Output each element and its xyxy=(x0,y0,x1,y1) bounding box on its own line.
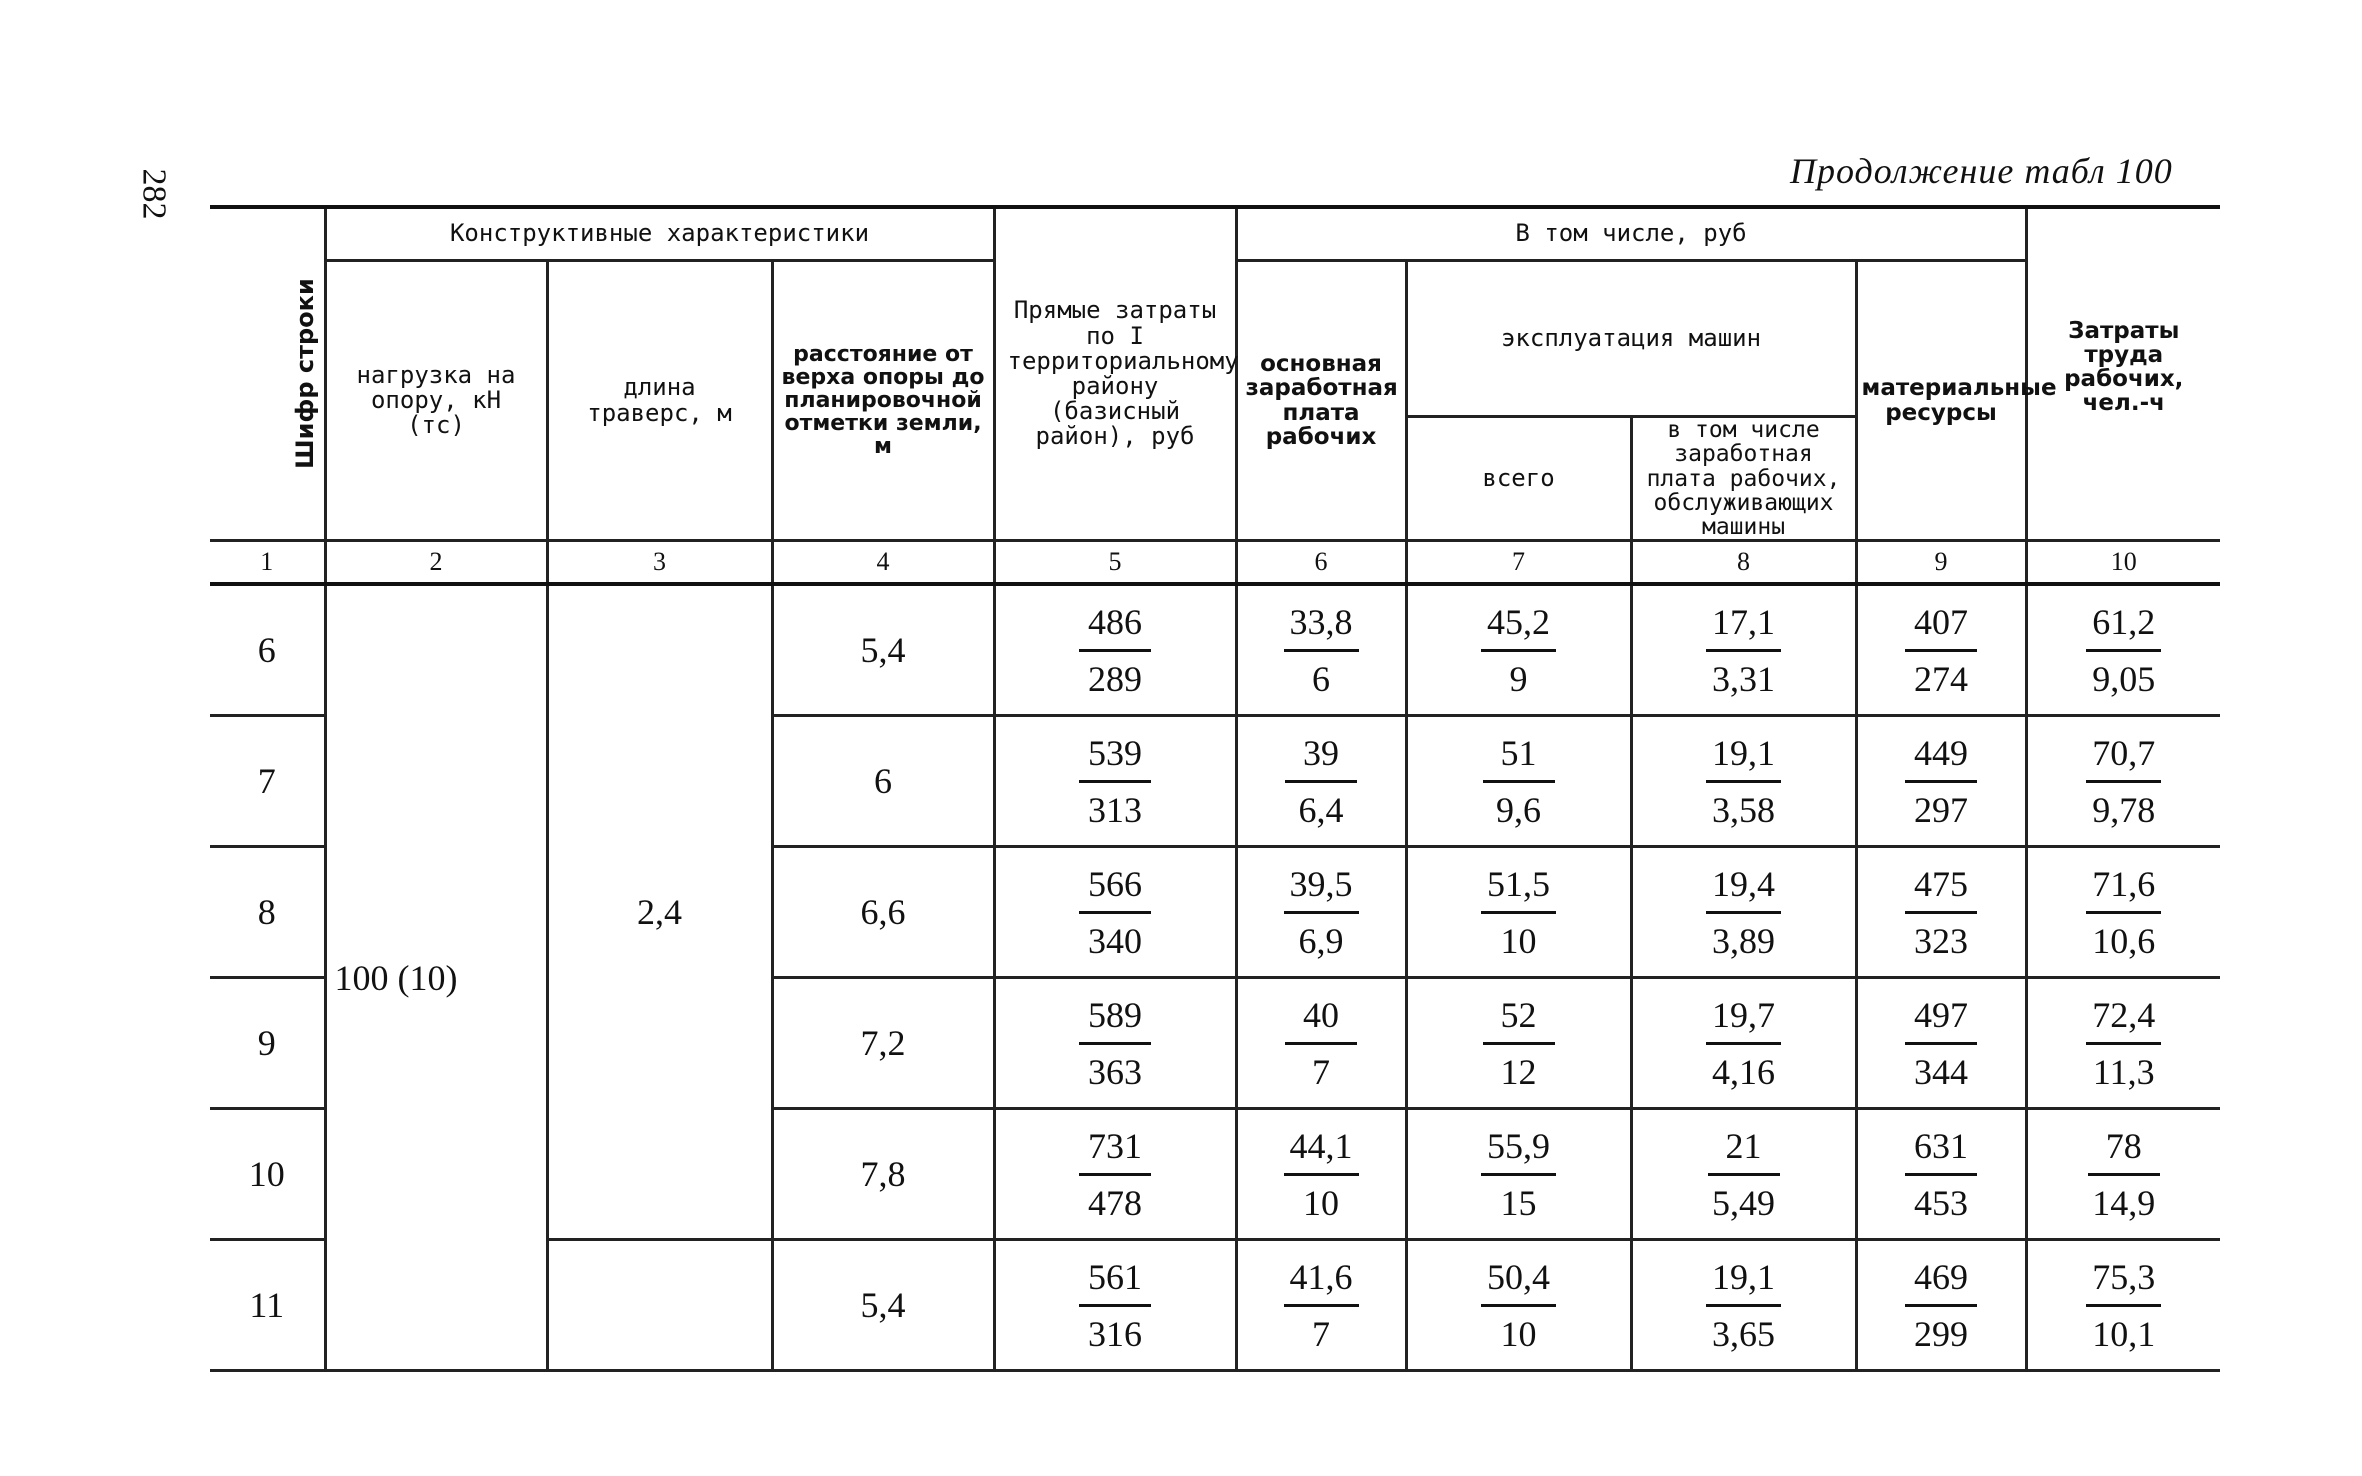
fraction-numerator: 39 xyxy=(1285,732,1357,783)
col-number: 5 xyxy=(994,541,1236,585)
col-number: 3 xyxy=(547,541,772,585)
fraction-denominator: 323 xyxy=(1914,920,1969,961)
fraction-denominator: 9,78 xyxy=(2092,789,2156,830)
fraction-denominator: 9 xyxy=(1509,658,1528,699)
table-row xyxy=(210,584,2220,716)
distance-value: 6,6 xyxy=(772,847,994,978)
fraction-denominator: 10,1 xyxy=(2092,1313,2156,1354)
fraction-cell xyxy=(1856,847,2026,978)
fraction-numerator: 19,1 xyxy=(1706,732,1781,783)
fraction-numerator: 561 xyxy=(1079,1256,1151,1307)
fraction-numerator: 631 xyxy=(1905,1125,1977,1176)
fraction-cell xyxy=(1406,847,1631,978)
distance-value: 5,4 xyxy=(772,1240,994,1371)
fraction-numerator: 50,4 xyxy=(1481,1256,1556,1307)
fraction-denominator: 6 xyxy=(1312,658,1331,699)
fraction-denominator: 6,9 xyxy=(1298,920,1344,961)
fraction-cell xyxy=(1236,978,1406,1109)
fraction-denominator: 297 xyxy=(1914,789,1969,830)
fraction-numerator: 566 xyxy=(1079,863,1151,914)
distance-value: 7,8 xyxy=(772,1109,994,1240)
col-number: 2 xyxy=(325,541,547,585)
fraction-denominator: 3,58 xyxy=(1712,789,1776,830)
fraction-numerator: 33,8 xyxy=(1284,601,1359,652)
distance-value: 6 xyxy=(772,716,994,847)
fraction-cell xyxy=(1856,978,2026,1109)
row-code: 10 xyxy=(210,1109,325,1240)
fraction-numerator: 19,4 xyxy=(1706,863,1781,914)
fraction-cell xyxy=(1631,1240,1856,1371)
fraction-cell xyxy=(994,1240,1236,1371)
fraction-cell xyxy=(1236,716,1406,847)
fraction-denominator: 10 xyxy=(1500,1313,1537,1354)
header-direct-costs: Прямые затраты по I территориальному району (базисный район), руб xyxy=(994,207,1236,541)
fraction-denominator: 3,31 xyxy=(1712,658,1776,699)
fraction-denominator: 7 xyxy=(1312,1051,1331,1092)
fraction-cell xyxy=(1236,1109,1406,1240)
fraction-numerator: 486 xyxy=(1079,601,1151,652)
fraction-cell xyxy=(994,1109,1236,1240)
header-materials: материальные ресурсы xyxy=(1856,261,2026,541)
fraction-cell xyxy=(1406,1109,1631,1240)
row-code: 9 xyxy=(210,978,325,1109)
fraction-cell xyxy=(2026,1240,2220,1371)
fraction-denominator: 340 xyxy=(1088,920,1143,961)
fraction-numerator: 539 xyxy=(1079,732,1151,783)
fraction-denominator: 274 xyxy=(1914,658,1969,699)
fraction-numerator: 21 xyxy=(1708,1125,1780,1176)
fraction-cell xyxy=(994,716,1236,847)
fraction-cell xyxy=(994,847,1236,978)
fraction-denominator: 9,05 xyxy=(2092,658,2156,699)
fraction-denominator: 10,6 xyxy=(2092,920,2156,961)
fraction-numerator: 497 xyxy=(1905,994,1977,1045)
fraction-cell xyxy=(2026,584,2220,716)
col-number: 10 xyxy=(2026,541,2220,585)
fraction-numerator: 75,3 xyxy=(2086,1256,2161,1307)
fraction-denominator: 15 xyxy=(1500,1182,1537,1223)
header-machines-total: всего xyxy=(1406,417,1631,541)
load-value: 100 (10) xyxy=(325,584,547,1371)
distance-value: 5,4 xyxy=(772,584,994,716)
fraction-denominator: 478 xyxy=(1088,1182,1143,1223)
fraction-numerator: 61,2 xyxy=(2086,601,2161,652)
row-code: 7 xyxy=(210,716,325,847)
fraction-numerator: 407 xyxy=(1905,601,1977,652)
col-number: 7 xyxy=(1406,541,1631,585)
row-code: 6 xyxy=(210,584,325,716)
length-value: 2,4 xyxy=(547,584,772,1240)
fraction-cell xyxy=(1236,1240,1406,1371)
fraction-denominator: 10 xyxy=(1303,1182,1340,1223)
fraction-denominator: 453 xyxy=(1914,1182,1969,1223)
header-constructive: Конструктивные характеристики xyxy=(325,207,994,261)
fraction-numerator: 71,6 xyxy=(2086,863,2161,914)
fraction-numerator: 51,5 xyxy=(1481,863,1556,914)
row-code: 11 xyxy=(210,1240,325,1371)
header-length: длина траверс, м xyxy=(547,261,772,541)
fraction-numerator: 72,4 xyxy=(2086,994,2161,1045)
fraction-numerator: 52 xyxy=(1483,994,1555,1045)
fraction-denominator: 7 xyxy=(1312,1313,1331,1354)
distance-value: 7,2 xyxy=(772,978,994,1109)
col-number: 9 xyxy=(1856,541,2026,585)
fraction-cell xyxy=(1856,1240,2026,1371)
fraction-cell xyxy=(1631,978,1856,1109)
fraction-denominator: 363 xyxy=(1088,1051,1143,1092)
fraction-numerator: 469 xyxy=(1905,1256,1977,1307)
fraction-denominator: 3,65 xyxy=(1712,1313,1776,1354)
fraction-denominator: 12 xyxy=(1500,1051,1537,1092)
fraction-denominator: 316 xyxy=(1088,1313,1143,1354)
header-labor: Затраты труда рабочих, чел.-ч xyxy=(2026,207,2220,541)
fraction-cell xyxy=(994,978,1236,1109)
cost-table xyxy=(210,205,2220,1372)
fraction-denominator: 10 xyxy=(1500,920,1537,961)
fraction-cell xyxy=(1631,847,1856,978)
fraction-denominator: 313 xyxy=(1088,789,1143,830)
fraction-cell xyxy=(1856,584,2026,716)
table-continuation-caption: Продолжение табл 100 xyxy=(1790,151,2173,191)
fraction-numerator: 17,1 xyxy=(1706,601,1781,652)
fraction-cell xyxy=(1856,1109,2026,1240)
fraction-denominator: 14,9 xyxy=(2092,1182,2156,1223)
fraction-numerator: 19,7 xyxy=(1706,994,1781,1045)
fraction-cell xyxy=(2026,1109,2220,1240)
fraction-cell xyxy=(1406,1240,1631,1371)
row-code: 8 xyxy=(210,847,325,978)
fraction-denominator: 5,49 xyxy=(1712,1182,1776,1223)
fraction-numerator: 731 xyxy=(1079,1125,1151,1176)
header-wage: основная заработная плата рабочих xyxy=(1236,261,1406,541)
fraction-cell xyxy=(994,584,1236,716)
fraction-numerator: 51 xyxy=(1483,732,1555,783)
header-including: В том числе, руб xyxy=(1236,207,2026,261)
fraction-denominator: 289 xyxy=(1088,658,1143,699)
fraction-numerator: 44,1 xyxy=(1284,1125,1359,1176)
page-number: 282 xyxy=(135,168,173,220)
fraction-cell xyxy=(1406,978,1631,1109)
fraction-cell xyxy=(2026,847,2220,978)
length-empty xyxy=(547,1240,772,1371)
fraction-numerator: 45,2 xyxy=(1481,601,1556,652)
fraction-cell xyxy=(1856,716,2026,847)
header-machine-wage: в том числе заработная плата рабочих, обслуживающих машины xyxy=(1631,417,1856,541)
col-number: 4 xyxy=(772,541,994,585)
fraction-cell xyxy=(2026,716,2220,847)
fraction-cell xyxy=(1631,584,1856,716)
fraction-numerator: 40 xyxy=(1285,994,1357,1045)
fraction-cell xyxy=(1631,716,1856,847)
fraction-denominator: 9,6 xyxy=(1496,789,1542,830)
fraction-numerator: 475 xyxy=(1905,863,1977,914)
fraction-cell xyxy=(1236,847,1406,978)
fraction-denominator: 344 xyxy=(1914,1051,1969,1092)
fraction-denominator: 3,89 xyxy=(1712,920,1776,961)
col-number: 6 xyxy=(1236,541,1406,585)
fraction-numerator: 19,1 xyxy=(1706,1256,1781,1307)
fraction-cell xyxy=(2026,978,2220,1109)
col-number: 8 xyxy=(1631,541,1856,585)
fraction-numerator: 41,6 xyxy=(1284,1256,1359,1307)
header-distance: расстояние от верха опоры до планировочной отметки земли, м xyxy=(772,261,994,541)
fraction-denominator: 299 xyxy=(1914,1313,1969,1354)
fraction-denominator: 6,4 xyxy=(1298,789,1344,830)
fraction-numerator: 78 xyxy=(2088,1125,2160,1176)
fraction-cell xyxy=(1236,584,1406,716)
header-row-code: Шифр строки xyxy=(210,207,325,541)
fraction-numerator: 449 xyxy=(1905,732,1977,783)
fraction-denominator: 11,3 xyxy=(2092,1051,2155,1092)
column-number-row xyxy=(210,541,2220,585)
fraction-numerator: 589 xyxy=(1079,994,1151,1045)
header-load: нагрузка на опору, кН (тс) xyxy=(325,261,547,541)
fraction-numerator: 39,5 xyxy=(1284,863,1359,914)
fraction-cell xyxy=(1631,1109,1856,1240)
fraction-numerator: 55,9 xyxy=(1481,1125,1556,1176)
fraction-numerator: 70,7 xyxy=(2086,732,2161,783)
col-number: 1 xyxy=(210,541,325,585)
header-machines: эксплуатация машин xyxy=(1406,261,1856,417)
fraction-denominator: 4,16 xyxy=(1712,1051,1776,1092)
fraction-cell xyxy=(1406,584,1631,716)
fraction-cell xyxy=(1406,716,1631,847)
